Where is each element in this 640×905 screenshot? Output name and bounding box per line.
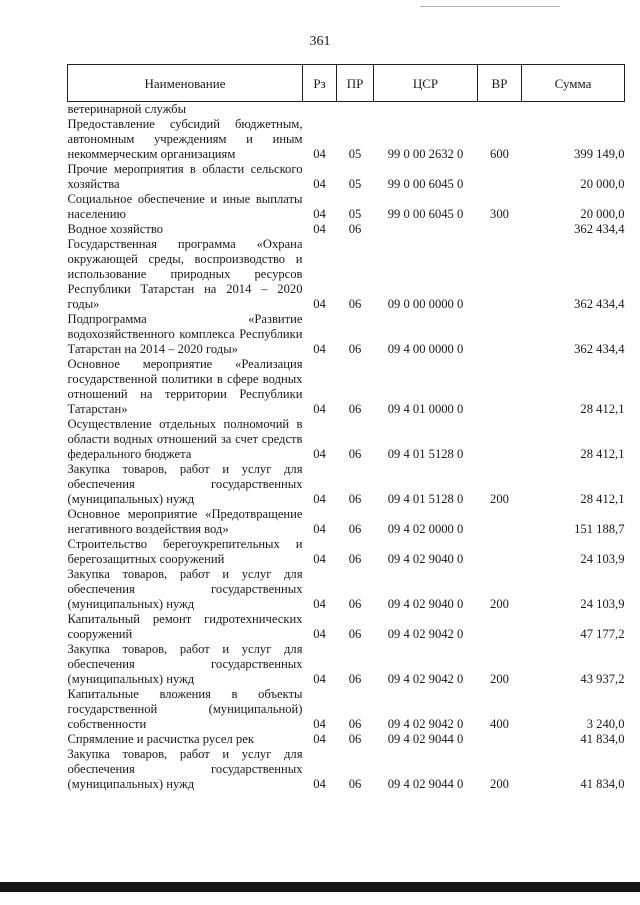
- row-rz: 04: [313, 717, 326, 731]
- row-csr: 99 0 00 6045 0: [387, 177, 464, 191]
- row-sum: 399 149,0: [574, 147, 625, 161]
- header-pr: ПР: [337, 65, 374, 102]
- row-vr: [478, 507, 522, 537]
- header-csr: ЦСР: [374, 65, 478, 102]
- row-name: Основное мероприятие «Реализация государственной политики в сфере водных отношений на территории Республики Татарстан»: [67, 357, 303, 416]
- row-rz: 04: [313, 207, 326, 221]
- row-vr: [478, 102, 522, 118]
- row-pr: 06: [348, 402, 362, 416]
- header-rz: Рз: [303, 65, 337, 102]
- row-sum: 41 834,0: [580, 777, 625, 791]
- row-rz: 04: [313, 177, 326, 191]
- row-vr: 600: [490, 147, 509, 161]
- row-rz: 04: [313, 552, 326, 566]
- row-rz: 04: [313, 342, 326, 356]
- row-rz: 04: [313, 447, 326, 461]
- row-name: Осуществление отдельных полномочий в области водных отношений за счет средств федерального бюджета: [67, 417, 303, 461]
- row-rz: 04: [313, 522, 326, 536]
- row-csr: [374, 222, 478, 237]
- table-row: [68, 357, 625, 417]
- row-vr: 400: [490, 717, 509, 731]
- row-pr: 06: [348, 342, 362, 356]
- row-name: Закупка товаров, работ и услуг для обеспечения государственных (муниципальных) нужд: [67, 567, 303, 611]
- row-vr: [478, 312, 522, 357]
- table-row: [68, 162, 625, 192]
- row-name: Закупка товаров, работ и услуг для обеспечения государственных (муниципальных) нужд: [67, 462, 303, 506]
- row-vr: [478, 237, 522, 312]
- row-sum: 47 177,2: [580, 627, 625, 641]
- row-sum: 362 434,4: [574, 297, 625, 311]
- row-csr: 09 4 02 9044 0: [387, 732, 464, 746]
- row-vr: [478, 732, 522, 747]
- row-vr: [478, 357, 522, 417]
- row-name: Капитальные вложения в объекты государственной (муниципальной) собственности: [67, 687, 303, 731]
- table-row: [68, 687, 625, 732]
- row-vr: [478, 417, 522, 462]
- row-csr: 09 0 00 0000 0: [387, 297, 464, 311]
- row-sum: [522, 102, 625, 118]
- row-pr: 05: [348, 177, 362, 191]
- row-csr: 09 4 01 5128 0: [387, 492, 464, 506]
- row-pr: 05: [348, 207, 362, 221]
- row-rz: 04: [313, 147, 326, 161]
- row-vr: [478, 612, 522, 642]
- table-header-row: [68, 65, 625, 102]
- row-rz: 04: [313, 597, 326, 611]
- row-sum: 28 412,1: [580, 402, 625, 416]
- row-csr: 99 0 00 6045 0: [387, 207, 464, 221]
- budget-table: [67, 64, 625, 792]
- row-sum: 41 834,0: [580, 732, 625, 746]
- row-sum: 28 412,1: [580, 492, 625, 506]
- row-csr: 09 4 02 9042 0: [387, 627, 464, 641]
- row-pr: 06: [348, 717, 362, 731]
- header-name: Наименование: [68, 65, 303, 102]
- row-csr: 09 4 02 9040 0: [387, 597, 464, 611]
- row-name: Закупка товаров, работ и услуг для обеспечения государственных (муниципальных) нужд: [67, 747, 303, 791]
- row-csr: 09 4 02 9042 0: [387, 717, 464, 731]
- row-rz: 04: [313, 777, 326, 791]
- row-name: Социальное обеспечение и иные выплаты населению: [67, 192, 303, 221]
- row-name: Подпрограмма «Развитие водохозяйственного комплекса Республики Татарстан на 2014 – 2020 годы»: [67, 312, 303, 356]
- table-row: [68, 117, 625, 162]
- row-csr: [374, 102, 478, 118]
- table-row: [68, 462, 625, 507]
- row-csr: 09 4 01 0000 0: [387, 402, 464, 416]
- row-pr: 06: [348, 447, 362, 461]
- row-pr: 05: [348, 147, 362, 161]
- row-pr: 06: [348, 597, 362, 611]
- row-sum: 151 188,7: [574, 522, 625, 536]
- header-vr: ВР: [478, 65, 522, 102]
- row-csr: 09 4 02 9044 0: [387, 777, 464, 791]
- table-row: [68, 642, 625, 687]
- row-name: Строительство берегоукрепительных и берегозащитных сооружений: [67, 537, 303, 566]
- row-pr: [337, 102, 374, 118]
- row-name: Капитальный ремонт гидротехнических сооружений: [67, 612, 303, 641]
- row-pr: 06: [348, 627, 362, 641]
- row-vr: [478, 162, 522, 192]
- row-rz: 04: [313, 732, 326, 746]
- row-name: Предоставление субсидий бюджетным, автономным учреждениям и иным некоммерческим организациям: [67, 117, 303, 161]
- row-rz: [303, 102, 337, 118]
- row-vr: [478, 222, 522, 237]
- row-sum: 362 434,4: [574, 222, 625, 236]
- table-row: [68, 192, 625, 222]
- row-pr: 06: [348, 522, 362, 536]
- row-csr: 09 4 01 5128 0: [387, 447, 464, 461]
- row-csr: 09 4 00 0000 0: [387, 342, 464, 356]
- row-csr: 09 4 02 9040 0: [387, 552, 464, 566]
- table-row: [68, 312, 625, 357]
- table-row: [68, 507, 625, 537]
- table-row: [68, 567, 625, 612]
- row-csr: 09 4 02 9042 0: [387, 672, 464, 686]
- scan-bottom-edge: [0, 882, 640, 892]
- row-sum: 28 412,1: [580, 447, 625, 461]
- row-sum: 43 937,2: [580, 672, 625, 686]
- table-row: [68, 537, 625, 567]
- row-rz: 04: [313, 672, 326, 686]
- row-rz: 04: [313, 492, 326, 506]
- table-row: [68, 237, 625, 312]
- row-pr: 06: [348, 222, 362, 236]
- row-vr: [478, 537, 522, 567]
- row-rz: 04: [313, 402, 326, 416]
- row-sum: 3 240,0: [586, 717, 625, 731]
- row-vr: 200: [490, 597, 509, 611]
- row-name: ветеринарной службы: [67, 102, 187, 116]
- row-csr: 09 4 02 0000 0: [387, 522, 464, 536]
- row-name: Закупка товаров, работ и услуг для обеспечения государственных (муниципальных) нужд: [67, 642, 303, 686]
- row-vr: 300: [490, 207, 509, 221]
- header-sum: Сумма: [522, 65, 625, 102]
- row-pr: 06: [348, 672, 362, 686]
- row-rz: 04: [313, 222, 326, 236]
- row-rz: 04: [313, 627, 326, 641]
- table-row: [68, 747, 625, 792]
- row-pr: 06: [348, 492, 362, 506]
- row-vr: 200: [490, 672, 509, 686]
- table-row: [68, 222, 625, 237]
- row-sum: 20 000,0: [580, 207, 625, 221]
- row-pr: 06: [348, 732, 362, 746]
- table-row: [68, 102, 625, 118]
- top-rule: [420, 6, 560, 7]
- row-name: Прочие мероприятия в области сельского хозяйства: [67, 162, 303, 191]
- row-sum: 20 000,0: [580, 177, 625, 191]
- row-rz: 04: [313, 297, 326, 311]
- table-row: [68, 612, 625, 642]
- row-vr: 200: [490, 492, 509, 506]
- row-name: Водное хозяйство: [67, 222, 164, 236]
- table-row: [68, 417, 625, 462]
- row-name: Спрямление и расчистка русел рек: [67, 732, 254, 746]
- row-sum: 24 103,9: [580, 597, 625, 611]
- row-name: Государственная программа «Охрана окружающей среды, воспроизводство и использование природных ресурсов Республики Татарстан на 2014 – 2020 годы»: [67, 237, 303, 311]
- row-pr: 06: [348, 777, 362, 791]
- row-vr: 200: [490, 777, 509, 791]
- row-csr: 99 0 00 2632 0: [387, 147, 464, 161]
- row-name: Основное мероприятие «Предотвращение негативного воздействия вод»: [67, 507, 303, 536]
- row-pr: 06: [348, 552, 362, 566]
- row-sum: 362 434,4: [574, 342, 625, 356]
- row-sum: 24 103,9: [580, 552, 625, 566]
- page-number: 361: [309, 34, 331, 49]
- row-pr: 06: [348, 297, 362, 311]
- table-row: [68, 732, 625, 747]
